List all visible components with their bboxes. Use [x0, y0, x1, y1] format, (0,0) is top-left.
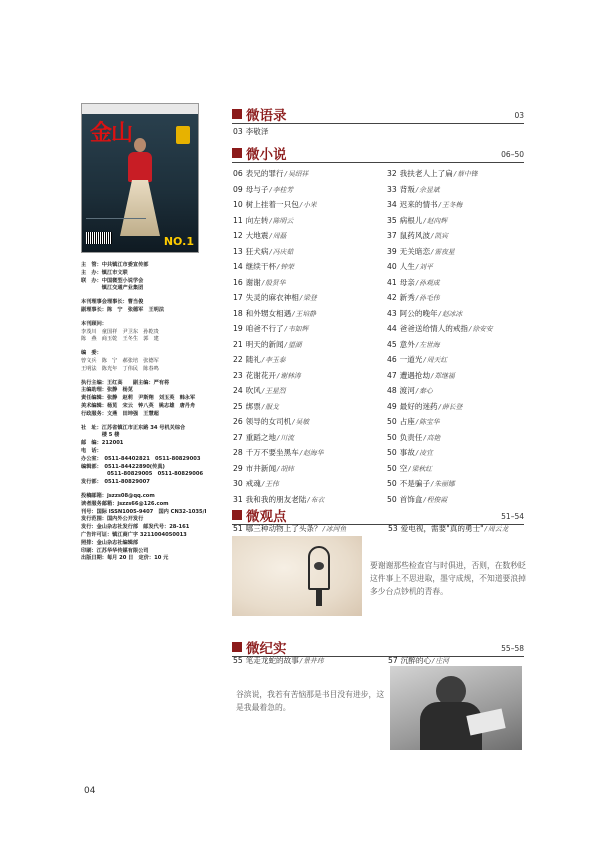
toc-title: 谢谢	[245, 277, 261, 287]
toc-title: 绑票	[245, 401, 261, 411]
toc-author: 冯庆茹	[272, 247, 294, 256]
toc-author: 徐安安	[472, 325, 493, 333]
toc-entry: 22 随礼/李玉泰	[233, 355, 286, 364]
toc-title: 一道光	[399, 355, 423, 364]
toc-entry: 23 花谢花开/谢林涛	[233, 370, 301, 380]
toc-page-number: 23	[233, 370, 243, 380]
info-line: 编辑部： 0511-84422890(传真)	[81, 463, 165, 470]
toc-title: 爱电视，需要"真的勇士"	[400, 524, 484, 533]
section-marker-icon	[232, 642, 242, 652]
toc-title: 我扶老人上了扁	[399, 169, 453, 178]
info-line: 邮 编：212001	[81, 440, 124, 447]
toc-author: 庄河	[435, 657, 449, 665]
toc-entry: 12 大地震/周磊	[233, 231, 287, 240]
toc-entry: 50 占座/陈宝华	[387, 417, 440, 426]
toc-entry: 50 负责任/高艳	[387, 432, 441, 442]
toc-page-number: 50	[387, 417, 397, 426]
section-header-weijishi	[232, 637, 524, 657]
toc-entry: 18 和外甥女相遇/王培静	[233, 308, 316, 318]
toc-title: 哪三种动物上了头条？	[245, 524, 322, 533]
info-line: 本刊理事会理事长：曹当俊	[81, 299, 144, 306]
toc-title: 失灵的麻衣神相	[245, 293, 299, 302]
toc-entry: 31 我和我的朋友老陆/布衣	[233, 494, 325, 504]
info-line: 主编助理：张静 杨苋	[81, 387, 133, 394]
cover-thumbnail	[81, 103, 199, 253]
cover-badge	[176, 126, 190, 144]
toc-page-number: 47	[387, 370, 397, 380]
info-line: 主 管：中共镇江市委宣传部	[81, 262, 149, 268]
toc-title: 背叛	[399, 184, 415, 194]
info-line: 办公室： 0511-84402821 0511-80829003	[81, 455, 201, 462]
section-title: 微纪实	[246, 641, 287, 657]
cover-text-lines	[86, 218, 146, 228]
toc-entry: 35 病根儿/赵向辉	[387, 215, 448, 225]
toc-entry: 10 树上挂着一只包/小米	[233, 200, 317, 209]
toc-title: 首饰盒	[399, 494, 423, 504]
toc-author: 雷夜星	[434, 247, 455, 256]
toc-entry: 13 狂犬病/冯庆茹	[233, 246, 294, 256]
toc-page-number: 28	[233, 448, 243, 457]
toc-page-number: 50	[387, 494, 397, 504]
info-line: 刊号：国际 ISSN1005-9407 国内 CN32-1035/I	[81, 508, 207, 515]
toc-page-number: 49	[387, 401, 397, 411]
toc-title: 千万不要坐黑车	[245, 448, 299, 457]
toc-page-number: 12	[233, 231, 243, 240]
toc-entry: 33 背叛/余显斌	[387, 184, 440, 194]
toc-entry: 47 遭遇抢劫/郑继福	[387, 370, 455, 380]
toc-entry: 29 市井新闻/胡炜	[233, 463, 294, 473]
toc-author: 梁秋红	[411, 464, 432, 473]
section-pages: 55–58	[501, 644, 524, 653]
page-number: 04	[84, 786, 96, 796]
toc-entry: 26 领导的女司机/吴敏	[233, 417, 310, 426]
toc-entry: 32 我扶老人上了扁/蔡中锋	[387, 169, 478, 178]
toc-page-number: 26	[233, 417, 243, 426]
toc-title: 病根儿	[399, 215, 423, 225]
toc-author: 李桂芳	[272, 185, 294, 194]
info-line: 发行范围：国内外公开发行	[81, 516, 144, 523]
pull-quote: 谷滨说，我若有苦恼那是书目没有进步，这是我最着急的。	[236, 690, 385, 712]
toc-title: 鼠药风波	[399, 231, 431, 240]
toc-author: 凌宜	[419, 449, 433, 457]
toc-entry: 46 一道光/周天红	[387, 355, 448, 364]
toc-page-number: 50	[387, 432, 397, 442]
info-line: 楼 5 楼	[81, 432, 120, 439]
toc-entry: 16 谢谢/殷贤华	[233, 277, 286, 287]
toc-title: 狂犬病	[245, 246, 269, 256]
toc-entry: 17 失灵的麻衣神相/梁登	[233, 293, 317, 302]
toc-page-number: 10	[233, 200, 243, 209]
info-line: 读者服务邮箱：jszzs66@126.com	[81, 500, 169, 507]
toc-author: 程俊霞	[426, 495, 448, 504]
toc-author: 周云龙	[487, 525, 509, 533]
info-line: 联 办：中国微型小说学会	[81, 277, 144, 284]
toc-title: 随礼	[245, 355, 261, 364]
toc-title: 李敬泽	[245, 127, 269, 136]
toc-page-number: 33	[387, 184, 397, 194]
info-line: 行政服务：文燕 田坤强 王慧超	[81, 410, 159, 417]
toc-author: 左世海	[419, 340, 440, 349]
toc-author: 钟荣	[280, 263, 294, 271]
toc-author: 孙毛伟	[419, 294, 440, 302]
toc-title: 空	[399, 463, 408, 473]
toc-author: 冰河鱼	[325, 525, 347, 533]
toc-title: 大地震	[245, 231, 269, 240]
toc-page-number: 44	[387, 324, 397, 333]
toc-entry: 42 新秀/孙毛伟	[387, 293, 440, 302]
toc-page-number: 30	[233, 479, 243, 488]
toc-entry: 44 爸爸送给情人的戒指/徐安安	[387, 324, 493, 333]
section-title: 微小说	[246, 147, 287, 163]
toc-title: 戒魂	[245, 479, 261, 488]
info-line: 责任编辑：张静 赵莉 尹斯翔 刘玉英 韩永军	[81, 395, 196, 402]
toc-entry: 14 继续干杯/钟荣	[233, 262, 294, 271]
toc-title: 人生	[399, 262, 415, 271]
toc-entry: 48 渡河/秦心	[387, 386, 433, 395]
toc-entry: 24 吹风/王星烈	[233, 386, 286, 395]
toc-entry: 53 爱电视，需要"真的勇士"/周云龙	[388, 524, 509, 533]
toc-page-number: 40	[387, 262, 397, 271]
toc-page-number: 55	[233, 656, 243, 665]
toc-page-number: 45	[387, 339, 397, 349]
toc-page-number: 34	[387, 200, 397, 209]
barcode-icon	[86, 232, 112, 244]
toc-title: 和外甥女相遇	[245, 308, 292, 318]
toc-author: 景井玮	[303, 657, 324, 665]
toc-author: 谢林涛	[280, 371, 301, 380]
toc-title: 迟来的情书	[399, 200, 438, 209]
section-header-weiguandian	[232, 505, 524, 525]
toc-title: 咱爸不行了	[245, 324, 284, 333]
toc-title: 母亲	[399, 277, 415, 287]
toc-entry: 50 空/梁秋红	[387, 463, 432, 473]
toc-author: 韦如辉	[287, 325, 309, 333]
toc-author: 王冬梅	[441, 201, 463, 209]
toc-title: 最好的迷药	[399, 401, 438, 411]
toc-page-number: 31	[233, 494, 243, 504]
toc-author: 周磊	[272, 232, 287, 240]
toc-entry: 50 事故/凌宜	[387, 448, 433, 457]
toc-entry: 25 绑票/服戈	[233, 401, 279, 411]
section-marker-icon	[232, 148, 242, 158]
toc-author: 秦心	[419, 387, 433, 395]
info-line: 印刷：江苏华华传媒有限公司	[81, 547, 149, 554]
toc-page-number: 46	[387, 355, 397, 364]
toc-entry: 28 千万不要坐黑车/赵海华	[233, 448, 324, 457]
toc-title: 向左转	[245, 215, 269, 225]
section-header-weiyulu	[232, 104, 524, 124]
info-line: 社 址：江苏省镇江市正东路 34 号机关综合	[81, 424, 186, 431]
exec-block	[81, 380, 221, 419]
toc-title: 笔走龙蛇的故事	[245, 656, 299, 665]
toc-page-number: 50	[387, 479, 397, 488]
toc-page-number: 35	[387, 215, 397, 225]
toc-title: 新秀	[399, 293, 415, 302]
toc-author: 服戈	[265, 402, 279, 411]
toc-author: 吴敏	[295, 418, 310, 426]
toc-author: 殷贤华	[265, 278, 286, 287]
toc-entry: 50 首饰盒/程俊霞	[387, 494, 448, 504]
info-line: 镇江交通产业集团	[81, 285, 144, 292]
toc-entry: 49 最好的迷药/薛长登	[387, 401, 463, 411]
toc-author: 布衣	[310, 495, 325, 504]
toc-author: 高艳	[426, 433, 441, 442]
toc-title: 意外	[399, 339, 415, 349]
toc-author: 李玉泰	[265, 356, 286, 364]
toc-author: 小米	[303, 201, 317, 209]
toc-author: 朱丽娜	[434, 480, 455, 488]
toc-page-number: 37	[387, 231, 397, 240]
section-marker-icon	[232, 510, 242, 520]
toc-author: 川流	[280, 433, 294, 442]
info-heading: 本刊顾问：	[81, 320, 107, 327]
toc-author: 陈宝华	[419, 418, 440, 426]
toc-page-number: 43	[387, 308, 397, 318]
info-line: 副理事长：陈 宁 张德军 王明法	[81, 306, 165, 313]
toc-entry: 41 母亲/孙观成	[387, 277, 440, 287]
toc-author: 孙观成	[419, 278, 440, 287]
address-block	[81, 425, 221, 487]
toc-page-number: 11	[233, 215, 243, 225]
toc-author: 郑继福	[434, 371, 455, 380]
toc-entry: 39 无关暗恋/雷夜星	[387, 246, 455, 256]
toc-page-number: 48	[387, 386, 397, 395]
info-line: 美术编辑：杨苋 宋云 钟八英 姚志雄 唐丹舟	[81, 402, 196, 409]
toc-author: 刘平	[419, 263, 433, 271]
toc-entry: 11 向左转/陈明云	[233, 215, 294, 225]
toc-author: 周天红	[426, 356, 448, 364]
toc-entry: 50 不是骗子/朱丽娜	[387, 479, 455, 488]
toc-page-number: 17	[233, 293, 243, 302]
info-line: 投稿邮箱：jszzs08@qq.com	[81, 492, 155, 499]
section-pages: 06–50	[501, 150, 524, 159]
section-pages: 51–54	[501, 512, 524, 521]
info-line: 出版日期：每月 20 日 定价：10 元	[81, 555, 169, 562]
toc-page-number: 53	[388, 524, 398, 533]
section-title: 微观点	[246, 509, 287, 525]
toc-author: 赵向辉	[426, 216, 448, 225]
info-line: 王明法 陈光年 丁伟民 陈春鸣	[81, 365, 159, 372]
toc-entry: 34 迟来的情书/王冬梅	[387, 200, 463, 209]
toc-title: 重蹈之地	[245, 432, 277, 442]
toc-entry: 21 明天的新闻/望湖	[233, 339, 302, 349]
info-line: 0511-80829005 0511-80829006	[81, 471, 204, 478]
toc-author: 蔡中锋	[457, 170, 478, 178]
toc-page-number: 03	[233, 127, 243, 136]
info-line: 陈 燕 商玉乾 王冬生 郭 建	[81, 336, 159, 343]
toc-title: 事故	[399, 448, 415, 457]
toc-page-number: 22	[233, 355, 243, 364]
toc-page-number: 13	[233, 246, 243, 256]
info-line: 李茂川 童国祥 尹卫东 孙乾贵	[81, 328, 159, 335]
toc-page-number: 16	[233, 277, 243, 287]
sponsors-block	[81, 262, 221, 293]
toc-title: 树上挂着一只包	[245, 200, 299, 209]
toc-author: 王星烈	[265, 387, 286, 395]
toc-title: 无关暗恋	[399, 246, 431, 256]
toc-title: 母与子	[245, 184, 269, 194]
info-line: 主 办：镇江市文联	[81, 269, 128, 276]
toc-page-number: 51	[233, 524, 243, 533]
section-marker-icon	[232, 109, 242, 119]
toc-page-number: 41	[387, 277, 397, 287]
toc-page-number: 25	[233, 401, 243, 411]
toc-entry: 51 哪三种动物上了头条？/冰河鱼	[233, 524, 347, 533]
toc-entry: 43 阿公的晚年/赵冰冰	[387, 308, 463, 318]
toc-title: 继续干杯	[245, 262, 277, 271]
toc-title: 爸爸送给情人的戒指	[399, 324, 469, 333]
toc-entry: 45 意外/左世海	[387, 339, 440, 349]
pull-quote: 要谢谢那些检查官与时俱进，否则，在数秒眨这件事上不思进取，墨守成规，不知道要浪掉多少台点钞机的青春。	[370, 561, 526, 596]
toc-page-number: 06	[233, 169, 243, 178]
toc-page-number: 21	[233, 339, 243, 349]
toc-page-number: 50	[387, 463, 397, 473]
toc-author: 薛长登	[441, 402, 463, 411]
cover-logo: 金山	[90, 120, 133, 146]
toc-entry: 09 母与子/李桂芳	[233, 184, 294, 194]
toc-author: 赵海华	[303, 449, 324, 457]
reader-photo-image	[390, 666, 522, 750]
toc-entry: 19 咱爸不行了/韦如辉	[233, 324, 309, 333]
section-header-weixiaoshuo	[232, 143, 524, 163]
info-line: 电 话：	[81, 447, 102, 454]
toc-author: 陈明云	[272, 216, 294, 225]
info-heading: 编 委：	[81, 350, 102, 357]
toc-author: 余显斌	[419, 185, 440, 194]
toc-author: 吴绍祥	[287, 170, 309, 178]
masthead-info	[81, 262, 221, 563]
cover-top-strip	[82, 104, 198, 114]
toc-author: 凯宾	[434, 232, 448, 240]
info-line: 照排：金山杂志社编辑部	[81, 539, 139, 546]
toc-page-number: 50	[387, 448, 397, 457]
toc-title: 占座	[399, 417, 415, 426]
info-line: 广告许可证：镇江商广字 3211004050013	[81, 531, 187, 538]
toc-page-number: 57	[388, 656, 398, 665]
toc-author: 胡炜	[280, 464, 294, 473]
toc-title: 不是骗子	[399, 479, 431, 488]
toc-author: 望湖	[287, 340, 302, 349]
toc-title: 阿公的晚年	[399, 308, 438, 318]
toc-page-number: 32	[387, 169, 397, 178]
toc-title: 领导的女司机	[245, 417, 292, 426]
cover-no1-label: NO.1	[163, 235, 194, 248]
section-pages: 03	[514, 111, 524, 120]
toc-title: 吹风	[245, 386, 261, 395]
toc-author: 梁登	[303, 294, 317, 302]
toc-title: 明天的新闻	[245, 339, 284, 349]
toc-page-number: 42	[387, 293, 397, 302]
info-line: 发行部： 0511-80829007	[81, 479, 150, 486]
publishing-block	[81, 493, 221, 563]
toc-title: 市井新闻	[245, 463, 277, 473]
toc-entry: 06 表兄的罪行/吴绍祥	[233, 169, 309, 178]
toc-page-number: 09	[233, 184, 243, 194]
toc-title: 负责任	[399, 432, 423, 442]
toc-title: 遭遇抢劫	[399, 370, 431, 380]
section-title: 微语录	[246, 108, 287, 124]
info-line: 发行：金山杂志社发行部 邮发代号：28-161	[81, 524, 190, 531]
info-line: 曾文兵 陈 宁 郝张培 张德军	[81, 357, 159, 364]
toc-page-number: 39	[387, 246, 397, 256]
toc-title: 渡河	[399, 386, 415, 395]
toc-entry: 37 鼠药风波/凯宾	[387, 231, 448, 240]
toc-author: 王培静	[295, 309, 316, 318]
toc-entry: 57 沉醉的心/庄河	[388, 656, 449, 665]
info-line: 执行主编：王红高 副主编：严有将	[81, 379, 170, 386]
toc-title: 我和我的朋友老陆	[245, 494, 307, 504]
toc-page-number: 24	[233, 386, 243, 395]
toc-title: 沉醉的心	[400, 656, 432, 665]
toc-title: 表兄的罪行	[245, 169, 284, 178]
toc-page-number: 27	[233, 432, 243, 442]
toc-page-number: 18	[233, 308, 243, 318]
toc-page-number: 14	[233, 262, 243, 271]
toc-author: 王伟	[265, 480, 279, 488]
toc-entry: 27 重蹈之地/川流	[233, 432, 294, 442]
toc-page-number: 19	[233, 324, 243, 333]
toc-entry	[233, 127, 268, 137]
toc-title: 花谢花开	[245, 370, 277, 380]
toc-entry: 55 笔走龙蛇的故事/景井玮	[233, 656, 324, 665]
toc-page-number: 29	[233, 463, 243, 473]
toc-entry: 30 戒魂/王伟	[233, 479, 279, 488]
toc-author: 赵冰冰	[441, 309, 463, 318]
toc-entry: 40 人生/刘平	[387, 262, 433, 271]
birdcage-image	[232, 536, 362, 616]
